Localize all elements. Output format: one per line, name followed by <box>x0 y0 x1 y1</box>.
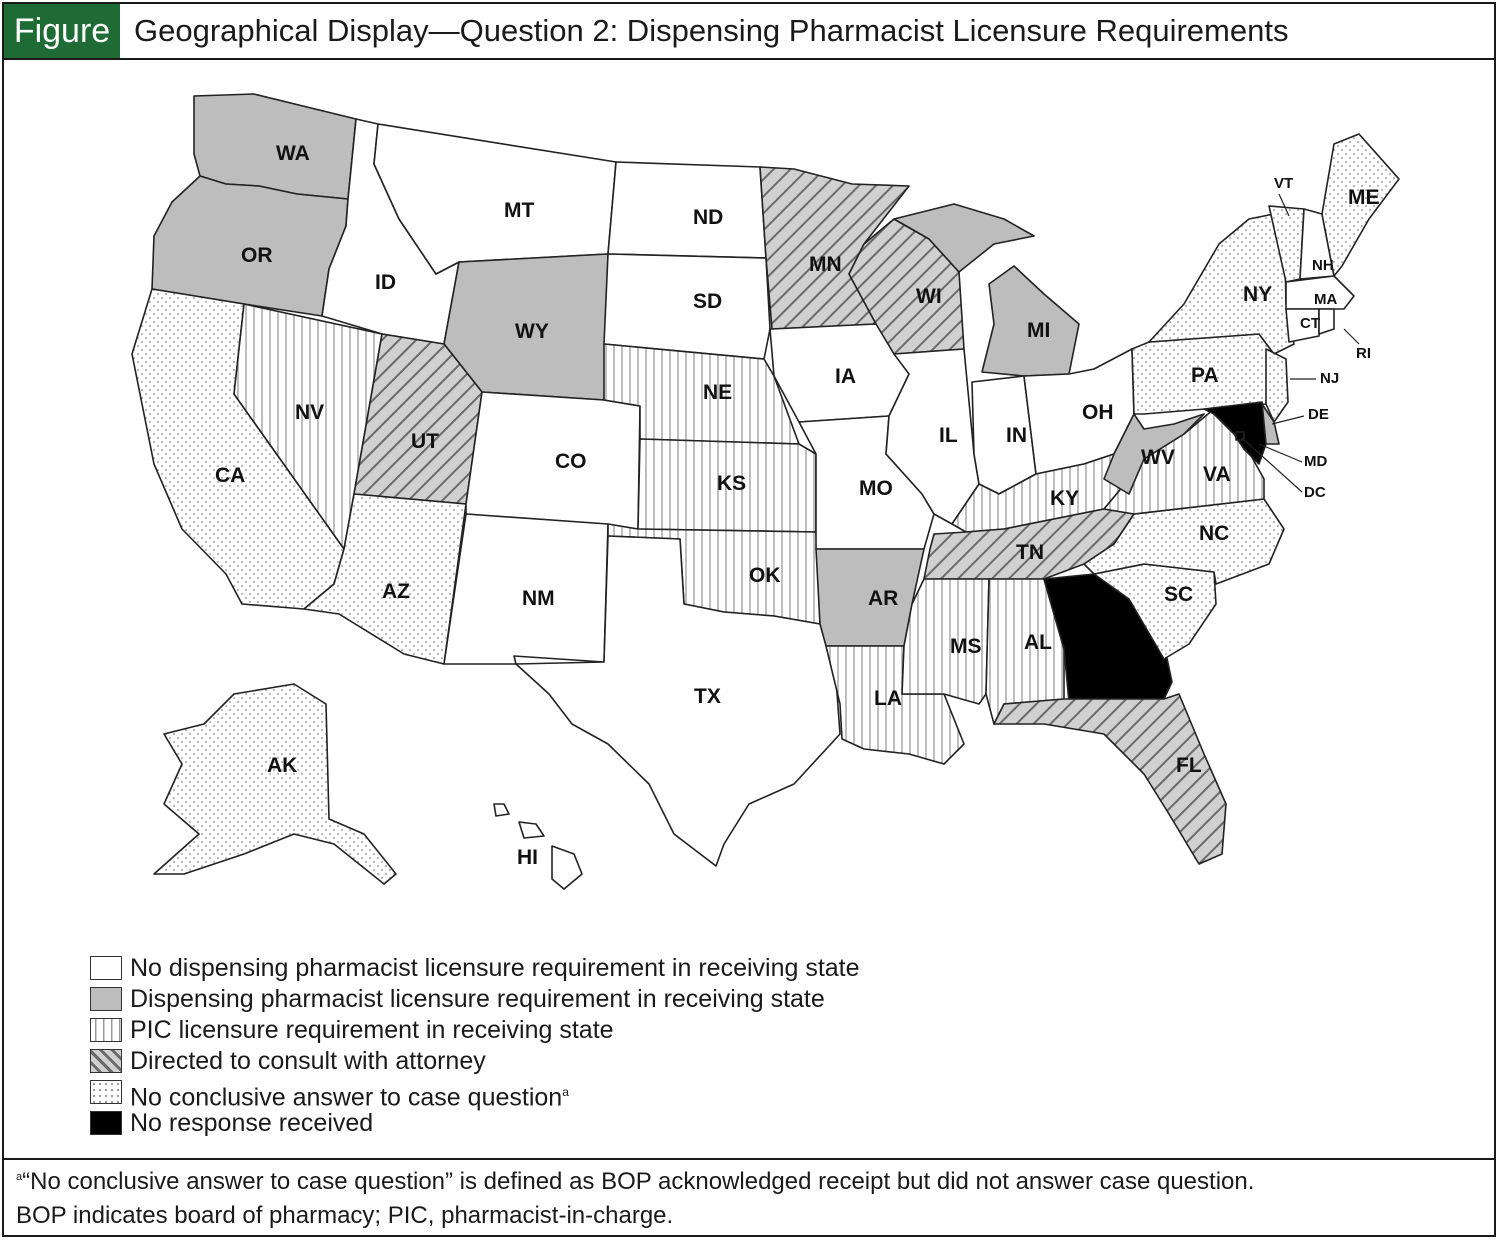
legend-label-inconclusive: No conclusive answer to case question$^a$ <box>130 1083 569 1112</box>
label-OK: OK <box>749 564 781 587</box>
label-AK: AK <box>267 754 298 777</box>
legend-swatch-noresponse <box>90 1111 122 1135</box>
legend-footnote-marker: a <box>562 1085 569 1099</box>
label-WA: WA <box>276 142 310 165</box>
label-SD: SD <box>693 290 723 313</box>
figure-header <box>4 4 1494 104</box>
state-CO <box>466 392 640 529</box>
label-KY: KY <box>1050 487 1080 510</box>
us-map <box>4 62 1494 942</box>
label-IA: IA <box>835 365 856 388</box>
legend-swatch-pic <box>90 1018 122 1042</box>
state-HI <box>552 846 582 889</box>
state-NY <box>1149 212 1294 354</box>
legend-label-attorney: Directed to consult with attorney <box>130 1047 486 1075</box>
legend-swatch-attorney <box>90 1049 122 1073</box>
label-NV: NV <box>295 401 325 424</box>
label-HI: HI <box>517 846 538 869</box>
label-VT: VT <box>1274 175 1294 192</box>
footnote-a-text: “No conclusive answer to case question” is defined as BOP acknowledged receipt but did not answer case question. <box>22 1168 1255 1195</box>
label-ND: ND <box>693 206 724 229</box>
label-MS: MS <box>950 635 982 658</box>
legend-swatch-none <box>90 956 122 980</box>
label-IL: IL <box>939 424 958 447</box>
label-NY: NY <box>1243 283 1273 306</box>
label-NC: NC <box>1199 522 1230 545</box>
label-UT: UT <box>411 430 439 453</box>
label-TX: TX <box>694 685 721 708</box>
label-WI: WI <box>916 285 942 308</box>
legend-swatch-inconclusive <box>90 1080 122 1104</box>
state-FL <box>994 694 1226 864</box>
state-SD <box>604 254 770 359</box>
label-MA: MA <box>1314 291 1338 308</box>
footnote-a <box>16 1168 1254 1196</box>
label-IN: IN <box>1006 424 1027 447</box>
label-LA: LA <box>874 687 902 710</box>
label-TN: TN <box>1016 541 1044 564</box>
label-AR: AR <box>868 587 899 610</box>
legend-label-none: No dispensing pharmacist licensure requirement in receiving state <box>130 954 860 982</box>
label-OH: OH <box>1082 401 1114 424</box>
figure-frame <box>2 2 1496 1237</box>
legend-swatch-dispensing <box>90 987 122 1011</box>
label-NH: NH <box>1312 257 1334 274</box>
state-shapes <box>132 94 1399 889</box>
figure-tag: Figure 2 <box>4 4 120 58</box>
legend-label-pic: PIC licensure requirement in receiving state <box>130 1016 614 1044</box>
label-MI: MI <box>1027 319 1051 342</box>
label-NM: NM <box>522 587 555 610</box>
footnote-box <box>4 1158 1494 1238</box>
label-MN: MN <box>809 253 842 276</box>
legend-label-dispensing: Dispensing pharmacist licensure requirement in receiving state <box>130 985 825 1013</box>
label-DE: DE <box>1308 406 1329 423</box>
label-ID: ID <box>375 271 396 294</box>
label-FL: FL <box>1176 754 1202 777</box>
label-MT: MT <box>504 199 535 222</box>
legend-label-noresponse: No response received <box>130 1109 374 1137</box>
label-ME: ME <box>1348 186 1380 209</box>
label-DC: DC <box>1304 484 1326 501</box>
label-CT: CT <box>1300 315 1320 332</box>
state-ND <box>608 162 766 258</box>
label-KS: KS <box>717 472 747 495</box>
footnote-marker: a <box>16 1171 23 1183</box>
label-SC: SC <box>1164 583 1194 606</box>
label-NE: NE <box>703 381 733 404</box>
label-OR: OR <box>241 244 273 267</box>
label-MD: MD <box>1304 453 1328 470</box>
label-WY: WY <box>515 320 549 343</box>
state-HI2 <box>494 804 509 816</box>
footnote-abbreviations: BOP indicates board of pharmacy; PIC, pharmacist-in-charge. <box>16 1202 674 1229</box>
figure-title: Geographical Display—Question 2: Dispensing Pharmacist Licensure Requirements <box>134 13 1289 48</box>
label-VA: VA <box>1203 463 1231 486</box>
label-PA: PA <box>1191 364 1219 387</box>
label-RI: RI <box>1356 345 1371 362</box>
state-AK <box>154 684 396 884</box>
label-AZ: AZ <box>382 580 410 603</box>
label-CO: CO <box>555 450 587 473</box>
label-AL: AL <box>1024 631 1052 654</box>
label-CA: CA <box>215 464 246 487</box>
label-NJ: NJ <box>1320 370 1340 387</box>
label-WV: WV <box>1141 446 1175 469</box>
state-RI <box>1319 309 1334 334</box>
state-HI3 <box>519 822 544 838</box>
label-MO: MO <box>859 477 893 500</box>
state-NJ <box>1266 349 1288 422</box>
